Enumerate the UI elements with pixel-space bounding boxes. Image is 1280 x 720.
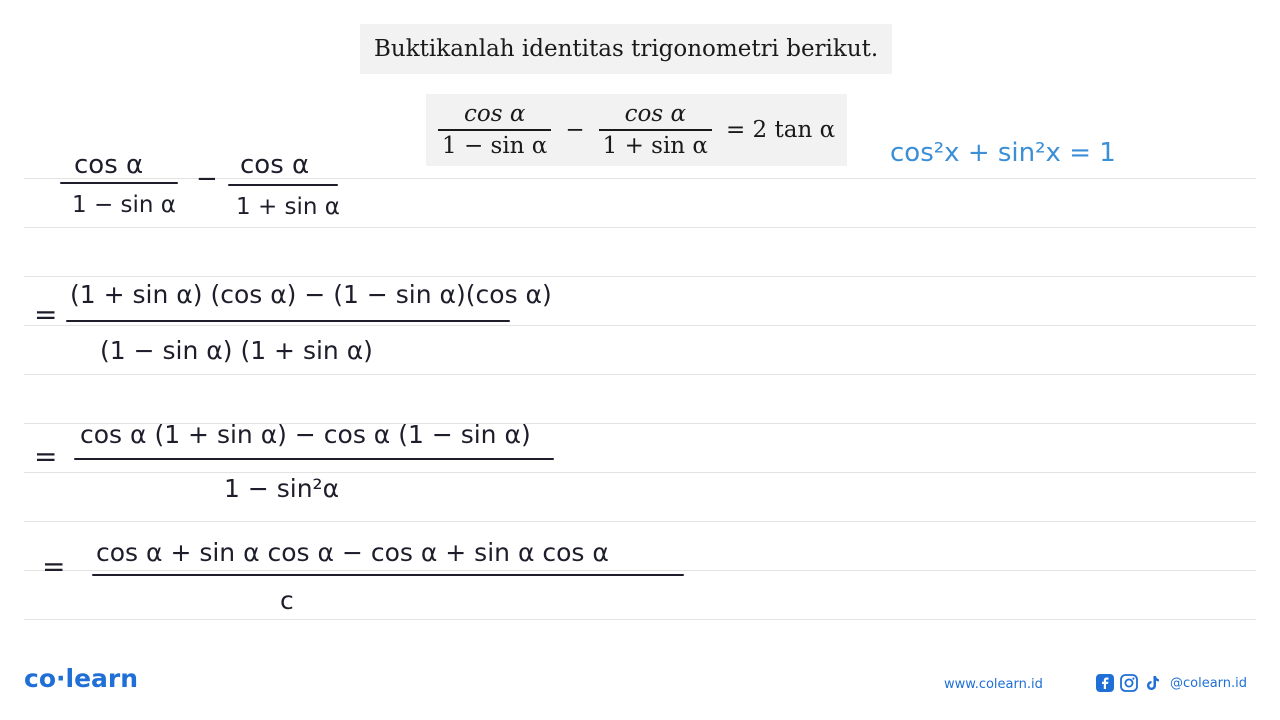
step-1-fraction-bar-2 — [228, 184, 338, 186]
equation-rhs: = 2 tan α — [725, 117, 836, 143]
step-4-numerator: cos α + sin α cos α − cos α + sin α cos α — [96, 538, 609, 567]
rule-line — [24, 472, 1256, 473]
tiktok-icon[interactable] — [1144, 674, 1162, 692]
website-link[interactable]: www.colearn.id — [944, 677, 1043, 692]
fraction-1-denominator: 1 − sin α — [442, 132, 548, 159]
fraction-2-denominator: 1 + sin α — [602, 132, 708, 159]
identity-note: cos²x + sin²x = 1 — [890, 138, 1116, 168]
rule-line — [24, 570, 1256, 571]
fraction-1-numerator: cos α — [463, 101, 526, 128]
step-1-denominator-2: 1 + sin α — [236, 194, 340, 220]
instagram-icon[interactable] — [1120, 674, 1138, 692]
step-1-fraction-bar-1 — [60, 182, 178, 184]
problem-equation — [426, 94, 847, 166]
step-4-denominator: c — [280, 586, 294, 615]
rule-line — [24, 619, 1256, 620]
step-3-numerator: cos α (1 + sin α) − cos α (1 − sin α) — [80, 420, 531, 449]
minus-sign: − — [565, 117, 585, 143]
fraction-2-numerator: cos α — [624, 101, 686, 128]
step-2-fraction-bar — [66, 320, 510, 322]
logo-text-right: learn — [65, 664, 139, 693]
step-4-fraction-bar — [92, 574, 684, 576]
step-3-equals: = — [34, 440, 58, 473]
step-1-denominator-1: 1 − sin α — [72, 192, 176, 218]
problem-statement — [360, 24, 920, 159]
rule-line — [24, 521, 1256, 522]
rule-line — [24, 276, 1256, 277]
social-links — [1096, 674, 1247, 692]
fraction-1 — [438, 101, 551, 159]
step-1-numerator-2: cos α — [240, 150, 310, 180]
colearn-logo — [24, 664, 138, 693]
rule-line — [24, 227, 1256, 228]
step-3-fraction-bar — [74, 458, 554, 460]
rule-line — [24, 325, 1256, 326]
logo-text-left: co — [24, 664, 56, 693]
problem-title: Buktikanlah identitas trigonometri berikut. — [360, 24, 892, 74]
step-1-numerator-1: cos α — [74, 150, 144, 180]
step-4-equals: = — [42, 550, 66, 583]
facebook-icon[interactable] — [1096, 674, 1114, 692]
step-3-denominator: 1 − sin²α — [224, 474, 340, 503]
logo-dot: · — [56, 664, 66, 693]
rule-line — [24, 374, 1256, 375]
step-1-operator: − — [196, 164, 218, 194]
step-2-equals: = — [34, 298, 58, 331]
step-2-denominator: (1 − sin α) (1 + sin α) — [100, 336, 373, 365]
fraction-2 — [599, 101, 712, 159]
social-handle[interactable]: @colearn.id — [1170, 675, 1248, 691]
step-2-numerator: (1 + sin α) (cos α) − (1 − sin α)(cos α) — [70, 280, 552, 309]
